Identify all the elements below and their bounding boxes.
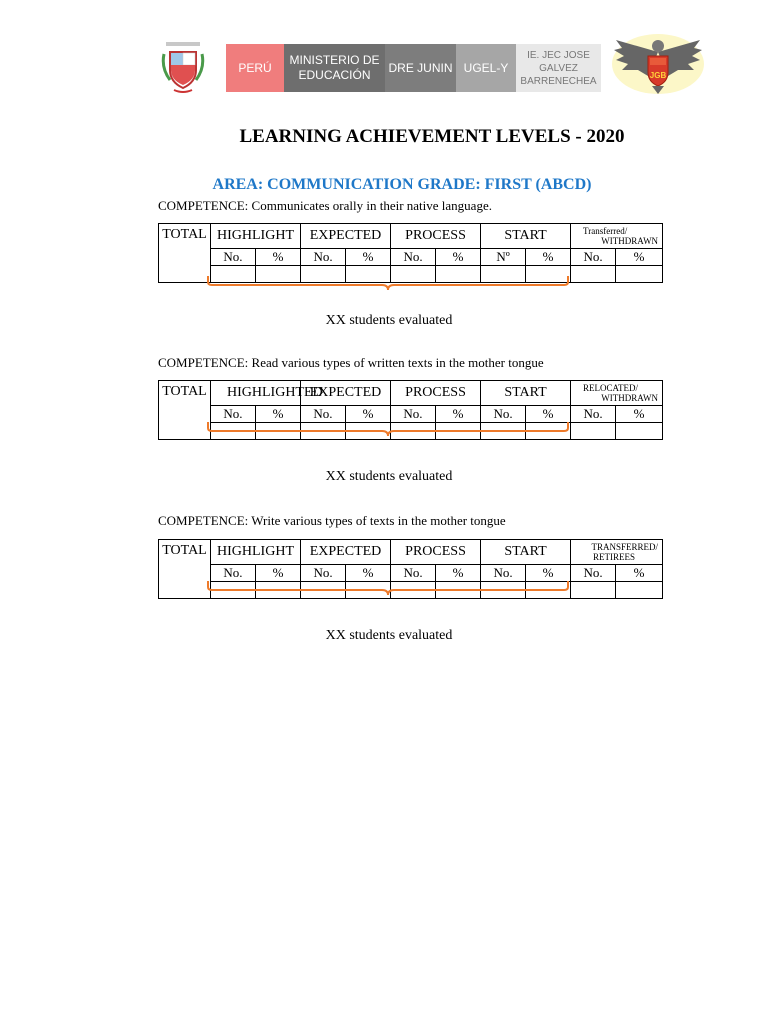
ministry-label: MINISTERIO DE EDUCACIÓN — [284, 44, 385, 92]
school-label: IE. JEC JOSE GALVEZ BARRENECHEA — [516, 44, 601, 92]
start-header: START — [481, 381, 571, 406]
subheader-cell: % — [526, 406, 571, 423]
process-header: PROCESS — [391, 540, 481, 565]
document-header — [0, 0, 768, 110]
peru-coat-of-arms-icon — [160, 40, 206, 94]
subheader-cell: No. — [391, 565, 436, 582]
process-header: PROCESS — [391, 381, 481, 406]
subheader-cell: % — [346, 249, 391, 266]
withdrawn-header: RELOCATED/ WITHDRAWN — [571, 381, 663, 406]
subheader-cell: No. — [481, 406, 526, 423]
total-header: TOTAL — [159, 540, 211, 599]
subheader-cell: No. — [211, 249, 256, 266]
subheader-cell: No. — [301, 249, 346, 266]
data-cell[interactable] — [616, 582, 663, 599]
subheader-cell: No. — [571, 249, 616, 266]
subheader-cell: No. — [211, 406, 256, 423]
highlight-header: HIGHLIGHT — [211, 540, 301, 565]
subheader-cell: % — [256, 565, 301, 582]
subheader-cell: % — [616, 406, 663, 423]
school-eagle-logo-icon — [608, 32, 708, 98]
subheader-cell: No. — [481, 565, 526, 582]
highlight-header: HIGHLIGHTED — [211, 381, 301, 406]
competence-line: COMPETENCE: Communicates orally in their native language. — [158, 198, 492, 213]
data-cell[interactable] — [571, 423, 616, 440]
dre-label: DRE JUNIN — [385, 44, 456, 92]
document-title: LEARNING ACHIEVEMENT LEVELS - 2020 — [239, 126, 625, 147]
orange-brace-icon — [205, 422, 575, 436]
subheader-cell: % — [616, 565, 663, 582]
withdrawn-header: Transferred/ WITHDRAWN — [571, 224, 663, 249]
subheader-cell: No. — [301, 565, 346, 582]
subheader-cell: Nº — [481, 249, 526, 266]
data-cell[interactable] — [571, 266, 616, 283]
process-header: PROCESS — [391, 224, 481, 249]
subheader-cell: No. — [391, 249, 436, 266]
subheader-cell: % — [436, 565, 481, 582]
subheader-cell: No. — [571, 406, 616, 423]
competence-line: COMPETENCE: Read various types of written texts in the mother tongue — [158, 355, 544, 370]
subheader-cell: % — [346, 565, 391, 582]
subheader-cell: No. — [391, 406, 436, 423]
highlight-header: HIGHLIGHT — [211, 224, 301, 249]
retirees-header: TRANSFERRED/ RETIREES — [571, 540, 663, 565]
area-heading: AREA: COMMUNICATION GRADE: FIRST (ABCD) — [212, 176, 592, 193]
expected-header: EXPECTED — [301, 224, 391, 249]
students-evaluated: XX students evaluated — [325, 469, 453, 484]
subheader-cell: % — [436, 249, 481, 266]
subheader-cell: No. — [211, 565, 256, 582]
students-evaluated: XX students evaluated — [325, 313, 453, 328]
subheader-cell: % — [256, 406, 301, 423]
subheader-cell: % — [346, 406, 391, 423]
subheader-cell: % — [256, 249, 301, 266]
start-header: START — [481, 540, 571, 565]
data-cell[interactable] — [616, 266, 663, 283]
ugel-label: UGEL-Y — [456, 44, 516, 92]
total-header: TOTAL — [159, 381, 211, 440]
data-cell[interactable] — [616, 423, 663, 440]
total-header: TOTAL — [159, 224, 211, 283]
orange-brace-icon — [205, 276, 575, 290]
data-cell[interactable] — [571, 582, 616, 599]
subheader-cell: % — [616, 249, 663, 266]
expected-header: EXPECTED — [301, 381, 391, 406]
start-header: START — [481, 224, 571, 249]
achievement-table — [158, 223, 663, 283]
orange-brace-icon — [205, 581, 575, 595]
subheader-cell: No. — [571, 565, 616, 582]
expected-header: EXPECTED — [301, 540, 391, 565]
peru-label: PERÚ — [226, 44, 284, 92]
subheader-cell: No. — [301, 406, 346, 423]
subheader-cell: % — [526, 565, 571, 582]
subheader-cell: % — [526, 249, 571, 266]
students-evaluated: XX students evaluated — [325, 628, 453, 643]
competence-line: COMPETENCE: Write various types of texts in the mother tongue — [158, 513, 506, 528]
subheader-cell: % — [436, 406, 481, 423]
svg-text:JGB: JGB — [649, 71, 667, 80]
